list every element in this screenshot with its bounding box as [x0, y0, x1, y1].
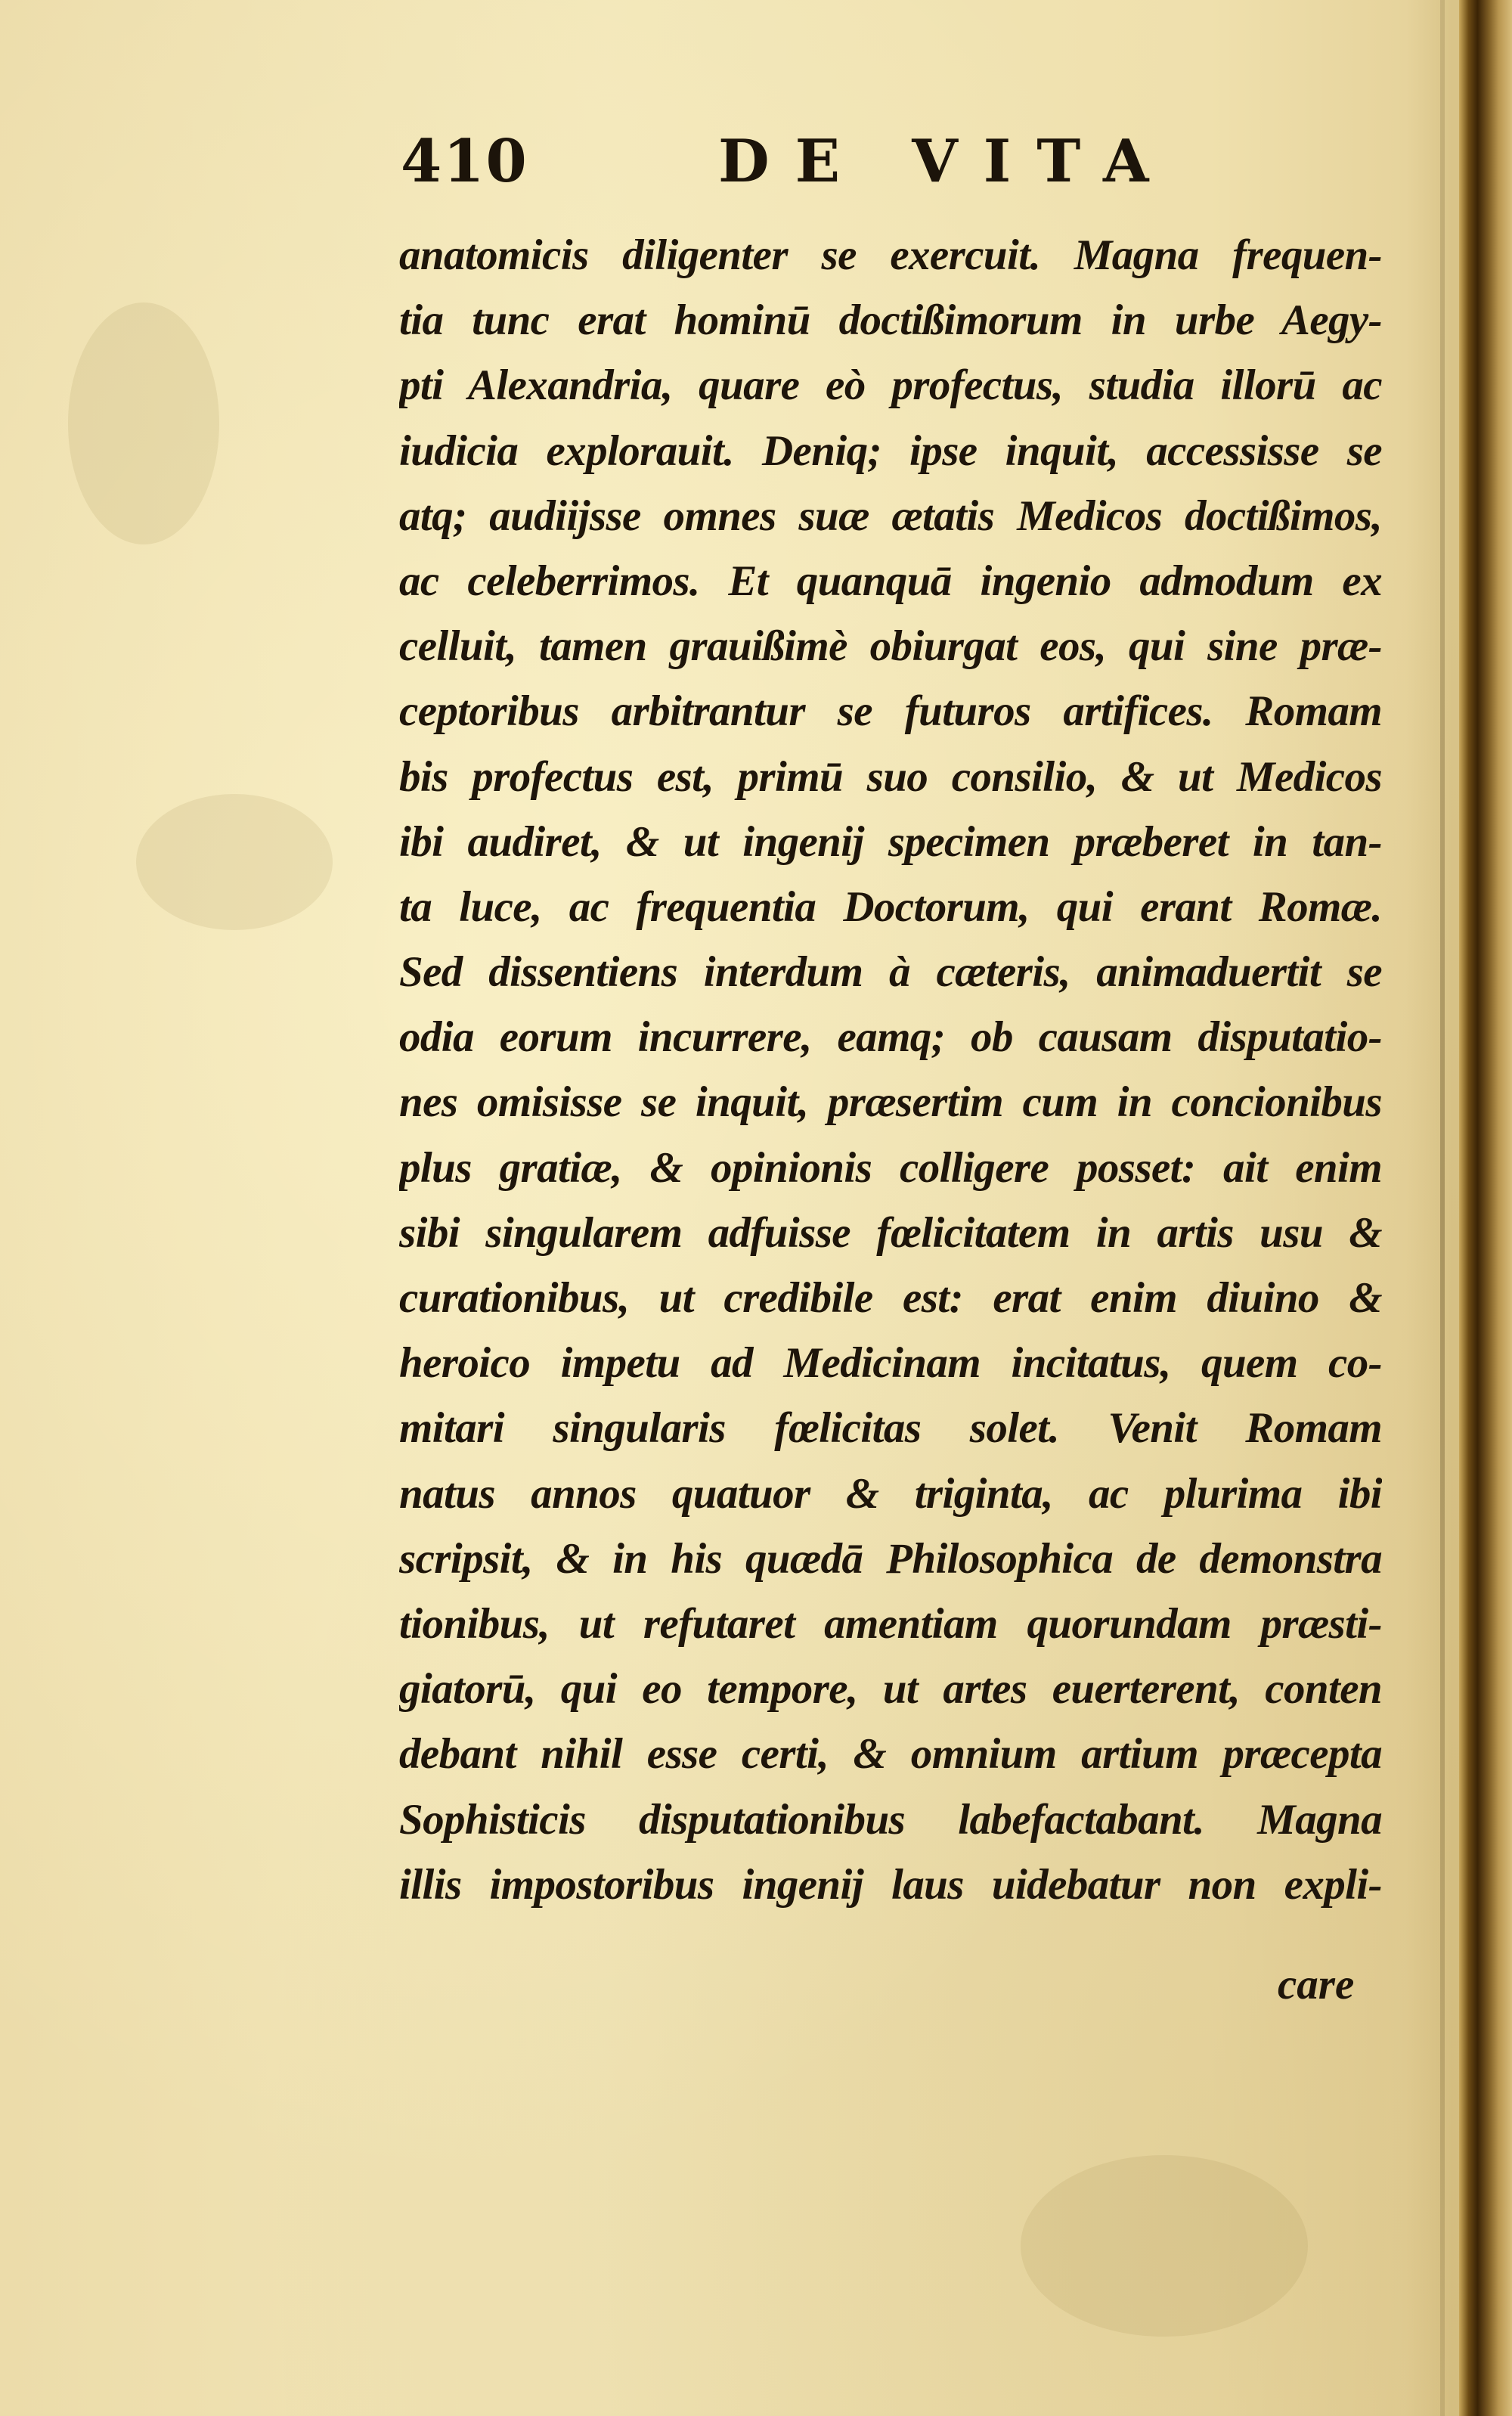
text-line: ta luce, ac frequentia Doctorum, qui erant Romæ.	[399, 882, 1382, 931]
text-line: anatomicis diligenter se exercuit. Magna frequen-	[399, 231, 1382, 279]
text-line: Sophisticis disputationibus labefactabant. Magna	[399, 1795, 1382, 1844]
catchword: care	[1278, 1961, 1355, 2008]
text-line: nes omisisse se inquit, præsertim cum in concionibus	[399, 1078, 1382, 1127]
text-line: tionibus, ut refutaret amentiam quorundam præsti-	[399, 1599, 1382, 1648]
page-number: 410	[401, 127, 528, 196]
running-title: DE VITA	[718, 127, 1175, 196]
text-line: heroico impetu ad Medicinam incitatus, quem co-	[399, 1339, 1382, 1388]
text-line: mitari singularis fœlicitas solet. Venit Romam	[399, 1404, 1382, 1453]
paper-stain	[1021, 2155, 1308, 2337]
paper-stain	[136, 794, 333, 930]
text-line: illis impostoribus ingenij laus uidebatur non expli-	[399, 1860, 1382, 1909]
text-line: sibi singularem adfuisse fœlicitatem in artis usu &	[399, 1208, 1382, 1257]
text-line: ceptoribus arbitrantur se futuros artifices. Romam	[399, 687, 1382, 736]
text-line: odia eorum incurrere, eamq; ob causam disputatio-	[399, 1013, 1382, 1062]
text-line: tia tunc erat hominū doctißimorum in urbe Aegy-	[399, 296, 1382, 345]
text-line: bis profectus est, primū suo consilio, & ut Medicos	[399, 752, 1382, 801]
text-line: giatorū, qui eo tempore, ut artes euerterent, conten	[399, 1665, 1382, 1714]
page-edge	[1459, 0, 1512, 2416]
text-line: debant nihil esse certi, & omnium artium præcepta	[399, 1730, 1382, 1779]
text-line: pti Alexandria, quare eò profectus, studia illorū ac	[399, 361, 1382, 410]
text-line: celluit, tamen grauißimè obiurgat eos, qui sine præ-	[399, 622, 1382, 671]
text-line: plus gratiæ, & opinionis colligere posset: ait enim	[399, 1143, 1382, 1192]
text-line: curationibus, ut credibile est: erat enim diuino &	[399, 1274, 1382, 1322]
page-header	[401, 127, 1429, 195]
text-line: natus annos quatuor & triginta, ac plurima ibi	[399, 1469, 1382, 1518]
paper-stain	[68, 302, 219, 544]
body-text	[399, 223, 1382, 1918]
page-gutter-shadow	[1440, 0, 1445, 2416]
text-line: ac celeberrimos. Et quanquā ingenio admodum ex	[399, 557, 1382, 605]
text-line: Sed dissentiens interdum à cæteris, animaduertit se	[399, 948, 1382, 997]
text-line: ibi audiret, & ut ingenij specimen præberet in tan-	[399, 817, 1382, 866]
text-line: iudicia explorauit. Deniq; ipse inquit, accessisse se	[399, 426, 1382, 475]
text-line: atq; audiijsse omnes suæ ætatis Medicos doctißimos,	[399, 492, 1382, 540]
text-line: scripsit, & in his quædā Philosophica de demonstra	[399, 1534, 1382, 1583]
